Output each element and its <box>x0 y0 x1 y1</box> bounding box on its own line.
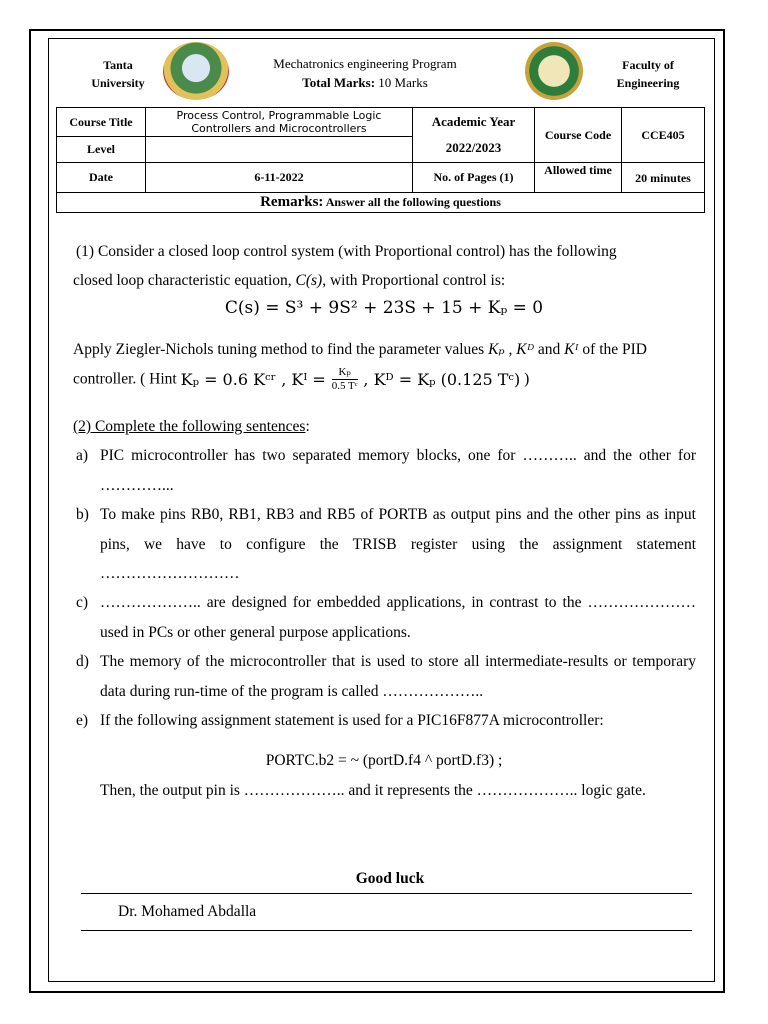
item-text: PIC microcontroller has two separated memory blocks, one for ……….. and the other for …………... <box>100 447 696 494</box>
q1-cs: C(s) <box>295 272 323 289</box>
university-name <box>78 56 158 92</box>
q1-apply-b: of the PID <box>578 341 647 358</box>
faculty-line-1: Faculty of <box>622 58 674 72</box>
item-label: e) <box>76 712 89 729</box>
good-luck: Good luck <box>355 870 425 887</box>
academic-year-value: 2022/2023 <box>445 140 502 155</box>
total-marks-value: 10 Marks <box>378 75 428 90</box>
faculty-logo <box>525 42 583 100</box>
hint-kp-ki: Kₚ = 0.6 Kᶜʳ , Kᴵ = <box>180 370 326 389</box>
university-line-1: Tanta <box>103 58 133 72</box>
q1-apply-and: and <box>534 341 565 358</box>
hint-kd: , Kᴰ = Kₚ (0.125 Tᶜ) <box>363 370 521 389</box>
q1-line-2b: , with Proportional control is: <box>322 272 506 289</box>
q2-title-colon: : <box>305 418 310 435</box>
date-label: Date <box>57 163 146 193</box>
hint-close: ) <box>524 370 530 388</box>
date-value: 6-11-2022 <box>146 163 413 193</box>
q1-line-2a: closed loop characteristic equation, <box>73 272 296 289</box>
then-line-text: Then, the output pin is ……………….. and it represents the ……………….. logic gate. <box>100 782 646 799</box>
characteristic-equation: C(s) = S³ + 9S² + 23S + 15 + Kₚ = 0 <box>224 298 544 318</box>
remarks-text: Answer all the following questions <box>325 195 501 209</box>
faculty-line-2: Engineering <box>616 76 680 90</box>
item-text: ……………….. are designed for embedded applications, in contrast to the ………………… used in PCs or other general purpose applications. <box>100 594 696 641</box>
level-value <box>146 137 413 163</box>
academic-year-label: Academic Year <box>431 114 516 129</box>
list-item <box>76 500 696 589</box>
course-info-table <box>56 107 705 213</box>
hint-fraction-num: Kₚ <box>332 366 358 380</box>
list-item <box>76 706 696 736</box>
q1-line-2 <box>73 272 698 290</box>
hint-label: controller. ( Hint <box>73 370 181 388</box>
course-title-label: Course Title <box>57 108 146 137</box>
item-text: If the following assignment statement is used for a PIC16F877A microcontroller: <box>100 712 604 729</box>
university-logo <box>163 42 229 100</box>
list-item <box>76 588 696 647</box>
item-label: d) <box>76 653 89 670</box>
remarks-row <box>57 193 705 213</box>
program-header <box>230 54 500 92</box>
q1-line-1: (1) Consider a closed loop control system (with Proportional control) has the following <box>76 243 617 260</box>
q1-apply-a: Apply Ziegler-Nichols tuning method to find the parameter values <box>73 341 489 358</box>
item-label: b) <box>76 506 89 523</box>
total-marks-label: Total Marks: <box>302 75 376 90</box>
q1-apply-ki: Kᴵ <box>564 341 579 358</box>
remarks-label: Remarks: <box>260 194 324 210</box>
faculty-name <box>600 56 696 92</box>
pages-count: No. of Pages (1) <box>413 163 535 193</box>
allowed-time-value: 20 minutes <box>622 163 705 193</box>
q1-hint-line <box>73 366 698 393</box>
level-label: Level <box>57 137 146 163</box>
item-text: The memory of the microcontroller that is used to store all intermediate-results or temporary data during run-time of the program is called ……………….. <box>100 653 696 700</box>
academic-year-cell <box>413 108 535 163</box>
author-name: Dr. Mohamed Abdalla <box>118 903 257 920</box>
divider-top <box>81 893 692 894</box>
list-item <box>76 647 696 706</box>
course-code-label: Course Code <box>535 108 622 163</box>
hint-fraction-den: 0.5 Tᶜ <box>331 380 358 392</box>
q2-title <box>73 418 698 436</box>
then-line <box>76 776 696 805</box>
course-title-value: Process Control, Programmable Logic Controllers and Microcontrollers <box>146 108 413 137</box>
item-text: To make pins RB0, RB1, RB3 and RB5 of PORTB as output pins and the other pins as input pins, we have to configure the TRISB register using the assignment statement ……………………… <box>100 506 696 582</box>
item-label: a) <box>76 447 89 464</box>
list-item <box>76 441 696 500</box>
university-line-2: University <box>91 76 145 90</box>
divider-bottom <box>81 930 692 931</box>
q1-apply-line <box>73 340 698 359</box>
q2-title-text: (2) Complete the following sentences <box>73 418 306 435</box>
item-label: c) <box>76 594 89 611</box>
total-marks <box>230 73 500 92</box>
assignment-statement: PORTC.b2 = ~ (portD.f4 ^ portD.f3) ; <box>265 752 503 769</box>
hint-fraction <box>332 366 358 393</box>
program-name: Mechatronics engineering Program <box>273 56 457 71</box>
course-code-value: CCE405 <box>622 108 705 163</box>
allowed-time-label: Allowed time <box>535 163 622 193</box>
q1-apply-params: Kₚ , Kᴰ <box>488 341 535 358</box>
